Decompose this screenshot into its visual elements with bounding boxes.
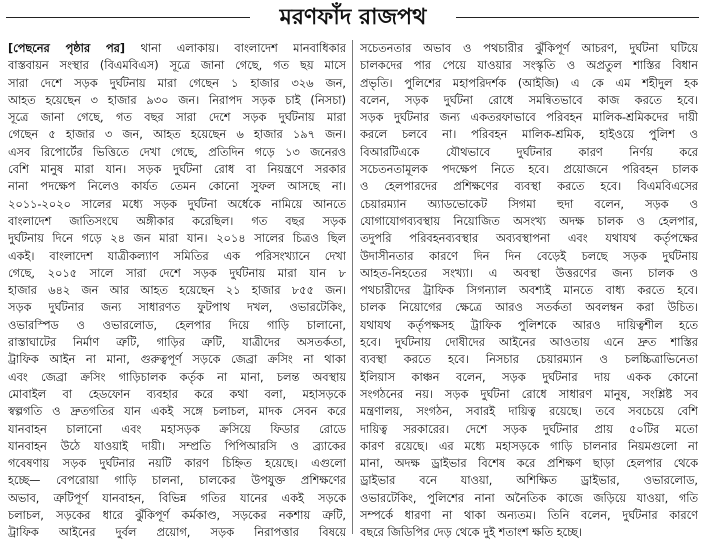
article-title: মরণফাঁদ রাজপথ [279,4,427,30]
text-line: যানবাহন উঠে যাওয়াই দায়ী। সম্প্রতি পিপিআরসি ও ব্র্যাকের [8,439,346,453]
text-line: যানবাহন চালানো এবং মহাসড়ক ক্রসিয়ে ফিডার রোডে [8,422,346,436]
text-line: এসব রিপোর্টের ভিত্তিতে দেখা গেছে, প্রতিদিন গড়ে ১৩ জনেরও [8,145,346,159]
text-line-1 [8,40,346,57]
text-line: সম্পর্কে ধারণা না থাকা অন্যতম। তিনি বলেন, দুর্ঘটনার কারণে [360,509,698,523]
text-line: বিআরটিএকে যৌথভাবে দুর্ঘটনার কারণ নির্ণয় করে [360,145,698,159]
text-line: ওভারটেকিং, পুলিশের নানা অনৈতিক কাজে জড়িয়ে যাওয়া, গতি [360,491,698,505]
header-rule-left [6,17,250,18]
text-line: মানা, অদক্ষ ড্রাইভার বিশেষ করে প্রশিক্ষণ ছাড়া হেলপার থেকে [360,457,698,471]
text-line: স্বল্পগতি ও দ্রুতগতির যান একই সঙ্গে চলাচল, মাদক সেবন করে [8,405,346,419]
text-line: করলে চলবে না। পরিবহন মালিক-শ্রমিক, হাইওয়ে পুলিশ ও [360,128,698,142]
text-line: সূত্রে জানা গেছে, গত বছর সারা দেশে সড়ক দুর্ঘটনায় মারা [8,111,346,125]
text-line: আহত হয়েছেন ৩ হাজার ৯৩০ জন। নিরাপদ সড়ক চাই (নিসচা) [8,93,346,107]
text-line: রাস্তাঘাটের নির্মাণ ত্রুটি, গাড়ির ত্রুটি, যাত্রীদের অসতর্কতা, [8,336,346,350]
text-line: চালকদের পার পেয়ে যাওয়ার সংস্কৃতি ও অপ্রতুল শাস্তির বিধান [360,59,698,73]
text-line-1-body: থানা এলাকায়। বাংলাদেশ মানবাধিকার [125,42,346,55]
text-line: ও হেলপারদের প্রশিক্ষণের ব্যবস্থা করতে হবে। বিএমবিএসের [360,180,698,194]
text-line: ড্রাইভার বনে যাওয়া, অশিক্ষিত ড্রাইভার, ওভারলোড, [360,474,698,488]
text-line: গেছেন ৫ হাজার ৩ জন, আহত হয়েছেন ৬ হাজার ১৯৭ জন। [8,128,346,142]
text-line: গবেষণায় সড়ক দুর্ঘটনার নয়টি কারণ চিহ্নিত হয়েছে। এগুলো [8,457,346,471]
text-line: ওভারস্পিড ও ওভারলোড, হেলপার দিয়ে গাড়ি চালানো, [8,318,346,332]
right-column [360,40,698,542]
left-column [8,40,346,542]
text-line: ট্রাফিক আইন না মানা, গুরুত্বপূর্ণ সড়কে জেব্রা ক্রসিং না থাকা [8,353,346,367]
text-line: বাংলাদেশ জাতিসংঘে অঙ্গীকার করেছিল। গত বছর সড়ক [8,214,346,228]
text-line: বাস্তবায়ন সংস্থার (বিএমবিএস) সূত্রে জানা গেছে, গত ছয় মাসে [8,59,346,73]
text-line: সড়ক দুর্ঘটনার জন্য একতরফাভাবে পরিবহন মালিক-শ্রমিকদের দায়ী [360,111,698,125]
continued-tag: [পেছনের পৃষ্ঠার পর] [8,42,126,55]
text-line: চেয়ারম্যান অ্যাডভোকেট সিগমা হুদা বলেন, সড়ক ও [360,197,698,211]
text-line: তদুপরি পরিবহনব্যবস্থার অব্যবস্থাপনা এবং যথাযথ কর্তৃপক্ষের [360,232,698,246]
text-line: সড়ক দুর্ঘটনার জন্য সাধারণত ফুটপাথ দখল, ওভারটেকিং, [8,301,346,315]
text-line: ব্যবস্থা করতে হবে। নিসচার চেয়ারম্যান ও চলচ্চিত্রাভিনেতা [360,353,698,367]
header-rule-right [456,17,699,18]
text-line: চালক নিয়োগের ক্ষেত্রে আরও সতর্কতা অবলম্বন করা উচিত। [360,301,698,315]
text-line: সচেতনতার অভাব ও পথচারীর ঝুঁকিপূর্ণ আচরণ, দুর্ঘটনা ঘটিয়ে [360,42,698,55]
text-line: হাজার ৬৪২ জন আর আহত হয়েছেন ২১ হাজার ৮৫৫ জন। [8,284,346,298]
text-line: ২০১১-২০২০ সালের মধ্যে সড়ক দুর্ঘটনা অর্ধেকে নামিয়ে আনতে [8,197,346,211]
text-line: দুর্ঘটনায় দিনে গড়ে ২৪ জন মারা যান। ২০১৪ সালের চিত্রও ছিল [8,232,346,246]
text-line: বলেন, সড়ক দুর্ঘটনা রোধে সমন্বিতভাবে কাজ করতে হবে। [360,93,698,107]
text-line: কারণ রয়েছে। এর মধ্যে মহাসড়কে গাড়ি চালনার নিয়মগুলো না [360,439,698,453]
text-line: মন্ত্রণালয়, সংগঠন, সবারই দায়িত্ব রয়েছে। তবে সবচেয়ে বেশি [360,405,698,419]
text-line: যোগাযোগব্যবস্থায় নিয়োজিত অসংখ্য অদক্ষ চালক ও হেলপার, [360,214,698,228]
text-line: সারা দেশে সড়ক দুর্ঘটনায় মারা গেছেন ১ হাজার ৩২৬ জন, [8,76,346,90]
text-line: চলাচল, সড়কের ধারে ঝুঁকিপূর্ণ কর্মকাণ্ড, সড়কের নকশায় ত্রুটি, [8,509,346,523]
text-line: উদাসীনতার কারণে দিন দিন বেড়েই চলছে সড়ক দুর্ঘটনায় [360,249,698,263]
text-line: প্রভৃতি। পুলিশের মহাপরিদর্শক (আইজি) এ কে এম শহীদুল হক [360,76,698,90]
text-line: আহত-নিহতের সংখ্যা। এ অবস্থা উত্তরণের জন্য চালক ও [360,266,698,280]
text-line: হবে। দুর্ঘটনায় দোষীদের আইনের আওতায় এনে দ্রুত শাস্তির [360,336,698,350]
text-line: একই। বাংলাদেশ যাত্রীকল্যাণ সমিতির এক পরিসংখ্যানে দেখা [8,249,346,263]
text-line: ট্রাফিক আইনের দুর্বল প্রয়োগ, সড়ক নিরাপত্তার বিষয়ে [8,526,346,540]
text-line: হচ্ছে— বেপরোয়া গাড়ি চালনা, চালকের উপযুক্ত প্রশিক্ষণের [8,474,346,488]
text-line: বেশি মানুষ মারা যান। সড়ক দুর্ঘটনা রোধ বা নিয়ন্ত্রণে সরকার [8,163,346,177]
text-line: এবং জেব্রা ক্রসিং গাড়িচালক কর্তৃক না মানা, চলন্ত অবস্থায় [8,370,346,384]
text-line: দায়িত্ব সরকারের। দেশে সড়ক দুর্ঘটনার প্রায় ৫০টির মতো [360,422,698,436]
text-line: গেছে, ২০১৫ সালে সারা দেশে সড়ক দুর্ঘটনায় মারা যান ৮ [8,266,346,280]
article-header [0,0,705,36]
text-line: সচেতনতামূলক পদক্ষেপ নিতে হবে। প্রয়োজনে পরিবহন চালক [360,163,698,177]
text-line: ইলিয়াস কাঞ্চন বলেন, সড়ক দুর্ঘটনার দায় একক কোনো [360,370,698,384]
text-line: অভাব, ত্রুটিপূর্ণ যানবাহন, বিভিন্ন গতির যানের একই সড়কে [8,491,346,505]
text-line: সংগঠনের নয়। সড়ক দুর্ঘটনা রোধে সাধারণ মানুষ, সংশ্লিষ্ট সব [360,387,698,401]
column-divider [352,40,353,534]
text-line: নানা পদক্ষেপ নিলেও কার্যত তেমন কোনো সুফল আসছে না। [8,180,346,194]
text-line: পথচারীদের ট্রাফিক সিগন্যাল অবশ্যই মানতে বাধ্য করতে হবে। [360,284,698,298]
text-line: যথাযথ কর্তৃপক্ষসহ ট্রাফিক পুলিশকে আরও দায়িত্বশীল হতে [360,318,698,332]
text-line: বছরে জিডিপির দেড় থেকে দুই শতাংশ ক্ষতি হচ্ছে। [360,526,582,540]
text-line: মোবাইল বা হেডফোন ব্যবহার করে কথা বলা, মহাসড়কে [8,387,346,401]
